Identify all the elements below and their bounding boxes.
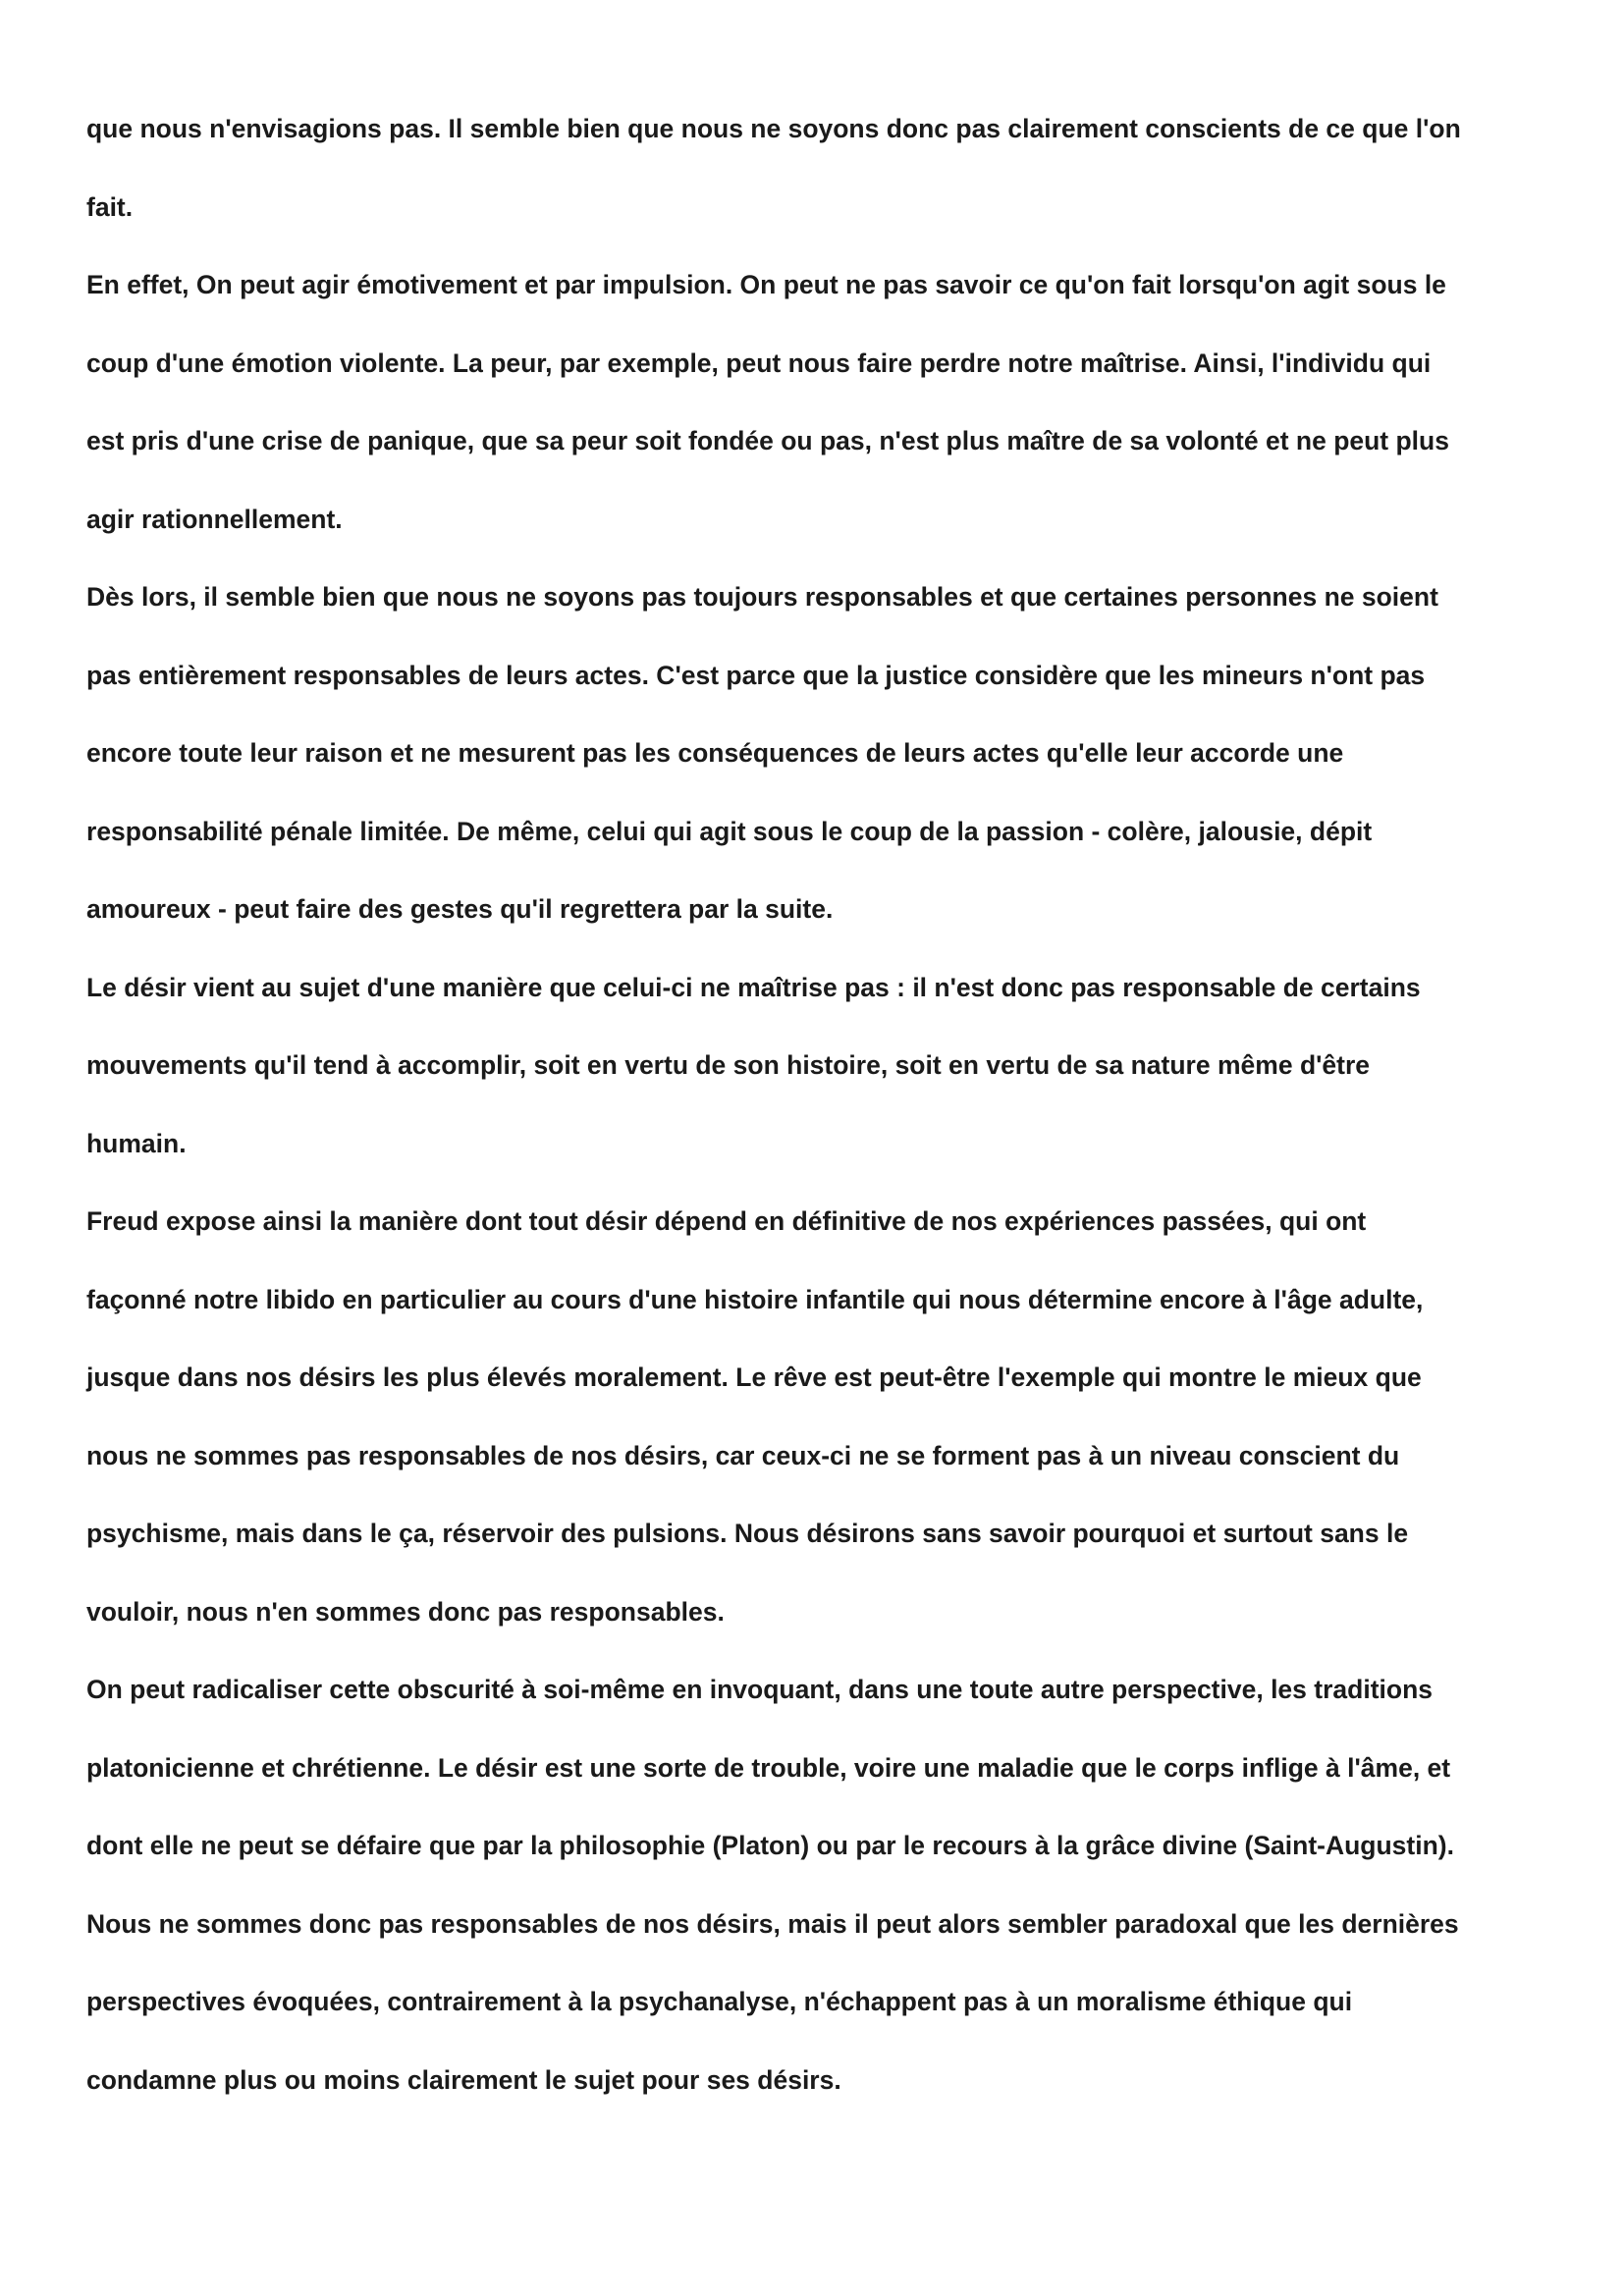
document-body: [86, 90, 1559, 2119]
text-line: Dès lors, il semble bien que nous ne soyons pas toujours responsables et que certaines personnes ne soient: [86, 582, 1438, 612]
text-line: coup d'une émotion violente. La peur, par exemple, peut nous faire perdre notre maîtrise. Ainsi, l'individu qui: [86, 347, 1432, 378]
text-line: Nous ne sommes donc pas responsables de nos désirs, mais il peut alors sembler paradoxal que les dernières: [86, 1908, 1459, 1939]
text-line: est pris d'une crise de panique, que sa peur soit fondée ou pas, n'est plus maître de sa volonté et ne peut plus: [86, 426, 1449, 455]
text-line: On peut radicaliser cette obscurité à soi-même en invoquant, dans une toute autre perspective, les traditions: [86, 1675, 1433, 1704]
text-line: Freud expose ainsi la manière dont tout désir dépend en définitive de nos expériences passées, qui ont: [86, 1206, 1367, 1236]
text-line: condamne plus ou moins clairement le sujet pour ses désirs.: [86, 2064, 841, 2095]
text-line: façonné notre libido en particulier au cours d'une histoire infantile qui nous détermine encore à l'âge adulte,: [86, 1284, 1424, 1314]
text-line: responsabilité pénale limitée. De même, celui qui agit sous le coup de la passion - colère, jalousie, dépit: [86, 816, 1373, 846]
text-line: perspectives évoquées, contrairement à la psychanalyse, n'échappent pas à un moralisme éthique qui: [86, 1987, 1353, 2016]
text-line: encore toute leur raison et ne mesurent pas les conséquences de leurs actes qu'elle leur accorde une: [86, 738, 1344, 768]
text-line: En effet, On peut agir émotivement et par impulsion. On peut ne pas savoir ce qu'on fait lorsqu'on agit sous le: [86, 270, 1446, 299]
text-line: que nous n'envisagions pas. Il semble bien que nous ne soyons donc pas clairement conscients de ce que l'on: [86, 114, 1461, 143]
text-line: dont elle ne peut se défaire que par la philosophie (Platon) ou par le recours à la grâce divine (Saint-Augustin).: [86, 1831, 1454, 1860]
text-line: mouvements qu'il tend à accomplir, soit en vertu de son histoire, soit en vertu de sa nature même d'être: [86, 1050, 1371, 1080]
text-line: pas entièrement responsables de leurs actes. C'est parce que la justice considère que les mineurs n'ont pas: [86, 660, 1426, 690]
text-line: agir rationnellement.: [86, 504, 343, 534]
text-line: Le désir vient au sujet d'une manière que celui-ci ne maîtrise pas : il n'est donc pas responsable de certains: [86, 972, 1421, 1002]
text-line: platonicienne et chrétienne. Le désir est une sorte de trouble, voire une maladie que le corps inflige à l'âme, et: [86, 1752, 1451, 1783]
text-line: humain.: [86, 1128, 187, 1158]
text-line: jusque dans nos désirs les plus élevés moralement. Le rêve est peut-être l'exemple qui montre le mieux que: [86, 1362, 1422, 1392]
text-line: amoureux - peut faire des gestes qu'il regrettera par la suite.: [86, 894, 834, 924]
text-line: nous ne sommes pas responsables de nos désirs, car ceux-ci ne se forment pas à un niveau conscient du: [86, 1440, 1400, 1470]
text-line: vouloir, nous n'en sommes donc pas responsables.: [86, 1596, 725, 1627]
text-line: psychisme, mais dans le ça, réservoir des pulsions. Nous désirons sans savoir pourquoi et surtout sans le: [86, 1519, 1409, 1548]
text-line: fait.: [86, 191, 134, 222]
